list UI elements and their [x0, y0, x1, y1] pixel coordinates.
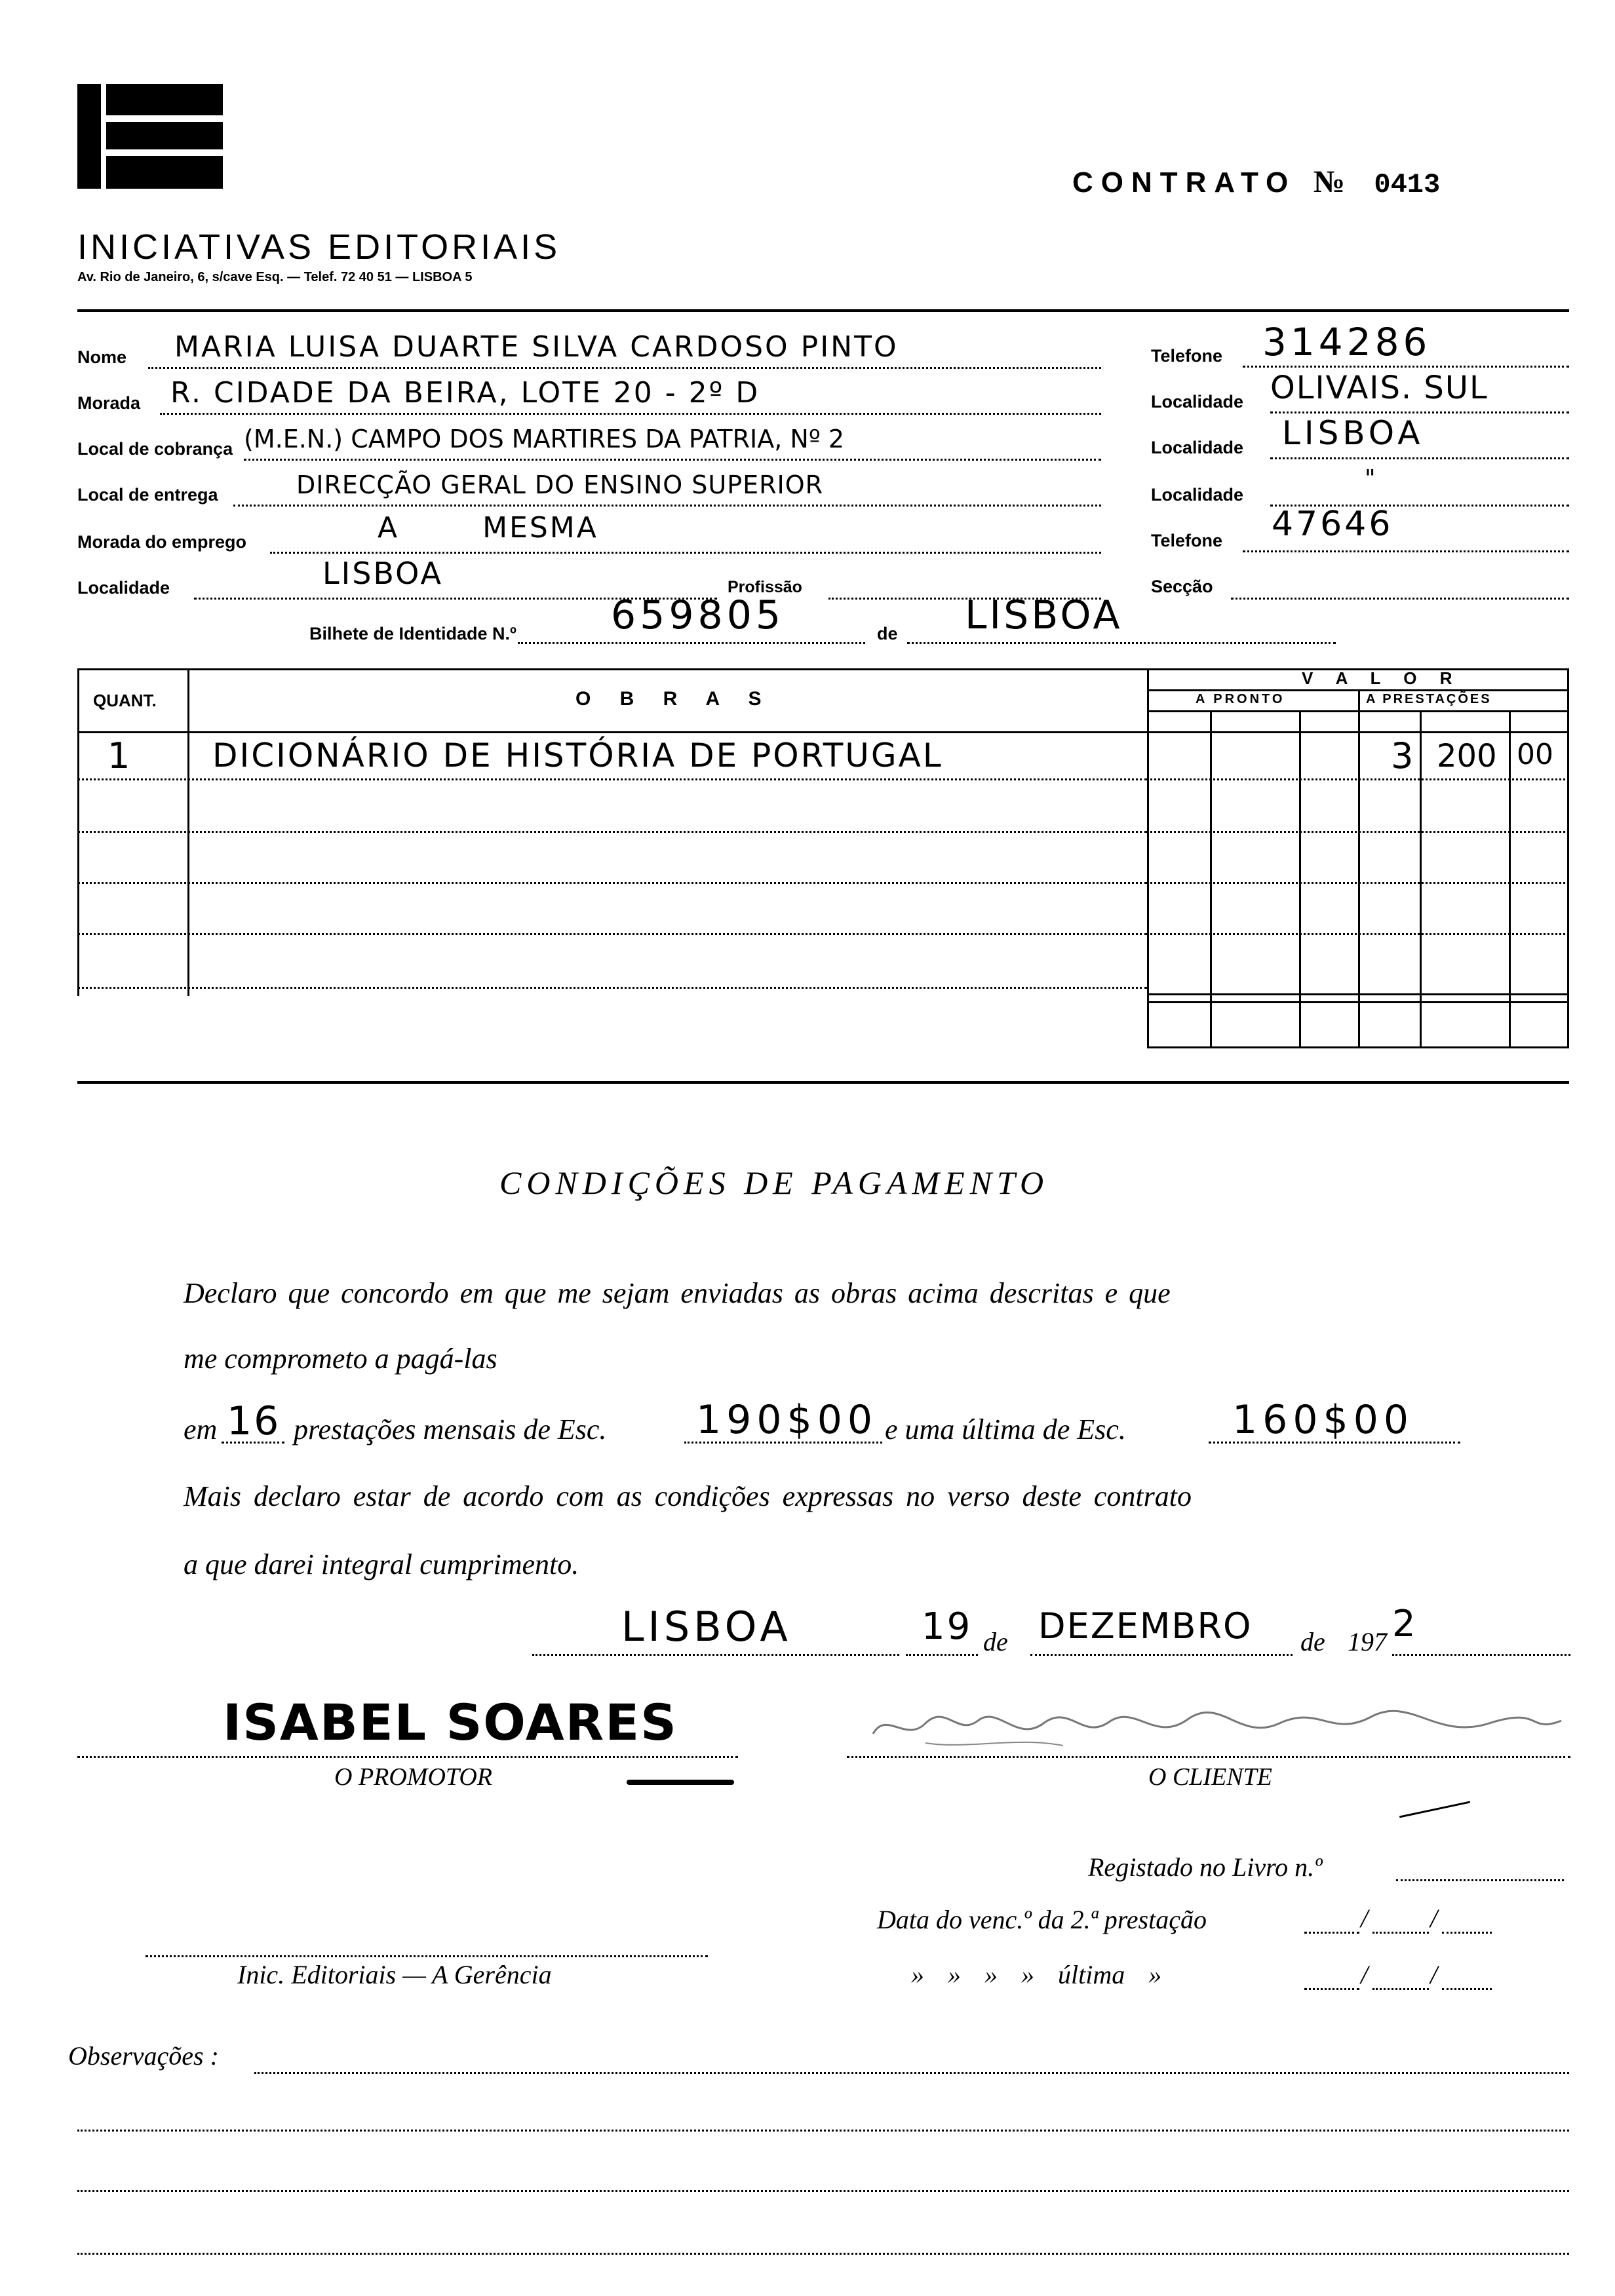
observations-line-4[interactable] [77, 2219, 1569, 2255]
contract-number: 0413 [1374, 169, 1441, 201]
locality1-value: OLIVAIS. SUL [1270, 370, 1489, 406]
delivery-label: Local de entrega [77, 485, 218, 505]
address-label: Morada [77, 393, 141, 413]
client-signature [847, 1697, 1570, 1756]
date-year-field[interactable] [1392, 1603, 1570, 1656]
address-field[interactable] [160, 373, 1101, 415]
id-place-value: LISBOA [965, 592, 1123, 638]
due-sep2: / [1430, 1904, 1438, 1933]
name-field[interactable] [148, 328, 1101, 369]
section-rule [77, 1081, 1569, 1084]
company-logo [77, 84, 223, 189]
locality-value: LISBOA [322, 556, 444, 591]
contract-header [1072, 164, 1440, 203]
phone2-value: 47646 [1272, 505, 1393, 544]
date-day-field[interactable] [906, 1607, 978, 1656]
conditions-line1: Declaro que concordo em que me sejam enviadas as obras acima descritas e que [184, 1277, 1171, 1309]
locality3-field[interactable] [1270, 463, 1569, 507]
id-value: 659805 [611, 592, 785, 638]
management-label: Inic. Editoriais — A Gerência [237, 1960, 552, 1989]
address-value: R. CIDADE DA BEIRA, LOTE 20 - 2º D [170, 376, 760, 410]
date-de1: de [983, 1627, 1008, 1656]
observations-line-2[interactable] [77, 2095, 1569, 2132]
due-label: Data do venc.º da 2.ª prestação [877, 1905, 1207, 1934]
col-quant: QUANT. [93, 691, 157, 710]
phone1-field[interactable] [1243, 321, 1569, 368]
locality1-field[interactable] [1270, 370, 1569, 413]
company-address: Av. Rio de Janeiro, 6, s/cave Esq. — Telef. 72 40 51 — LISBOA 5 [77, 270, 473, 284]
last-value: 160$00 [1232, 1397, 1414, 1443]
installments-text: prestações mensais de Esc. [294, 1413, 607, 1445]
delivery-field[interactable] [233, 465, 1101, 507]
table-row[interactable] [77, 734, 1569, 778]
phone2-label: Telefone [1151, 531, 1223, 550]
col-value: V A L O R [1302, 668, 1462, 688]
company-name: INICIATIVAS EDITORIAIS [77, 227, 561, 267]
collection-field[interactable] [244, 419, 1101, 461]
date-place: LISBOA [621, 1603, 792, 1651]
name-label: Nome [77, 347, 127, 367]
promoter-underline [627, 1780, 734, 1785]
works-table [77, 668, 1569, 1048]
id-field[interactable] [518, 592, 865, 644]
phone2-field[interactable] [1243, 506, 1569, 552]
date-month: DEZEMBRO [1038, 1605, 1253, 1647]
promoter-signature-line[interactable] [77, 1693, 738, 1758]
em-label: em [184, 1413, 218, 1445]
last-sep1: / [1361, 1960, 1369, 1989]
installment-value-field[interactable] [684, 1397, 882, 1444]
contract-number-symbol: № [1313, 164, 1345, 199]
id-of-label: de [877, 624, 898, 643]
observations-label: Observações : [68, 2041, 219, 2071]
installments-count-field[interactable] [222, 1400, 284, 1444]
col-works: O B R A S [575, 688, 773, 710]
client-label: O CLIENTE [1148, 1763, 1272, 1791]
observations-line-3[interactable] [77, 2156, 1569, 2192]
last-value-field[interactable] [1209, 1397, 1460, 1444]
conditions-line5: a que darei integral cumprimento. [184, 1548, 579, 1580]
installment-value: 190$00 [696, 1397, 878, 1443]
conditions-line4: Mais declaro estar de acordo com as condições expressas no verso deste contrato [184, 1480, 1192, 1512]
col-a-pronto: A PRONTO [1196, 692, 1285, 706]
installments-line [184, 1397, 1468, 1456]
client-signature-line[interactable] [847, 1704, 1570, 1758]
last-text: e uma última de Esc. [885, 1413, 1126, 1445]
section-label: Secção [1151, 577, 1213, 596]
conditions-line2: me comprometo a pagá-las [184, 1343, 497, 1375]
row-prestacoes-thousand: 200 [1437, 738, 1497, 775]
locality2-label: Localidade [1151, 438, 1244, 457]
col-a-prestacoes: A PRESTAÇÕES [1366, 692, 1492, 706]
date-line [532, 1600, 1570, 1666]
phone1-value: 314286 [1262, 320, 1431, 364]
date-day: 19 [922, 1605, 973, 1648]
locality-label: Localidade [77, 578, 170, 598]
contract-label: CONTRATO [1072, 166, 1296, 199]
delivery-value: DIRECÇÃO GERAL DO ENSINO SUPERIOR [296, 470, 824, 499]
last-date-field[interactable] [1304, 1954, 1564, 1991]
phone1-label: Telefone [1151, 346, 1223, 366]
row-prestacoes-cents: 00 [1517, 738, 1553, 771]
work-address-value: A MESMA [378, 511, 598, 545]
conditions-title: CONDIÇÕES DE PAGAMENTO [499, 1164, 1049, 1201]
observations-line-1[interactable] [254, 2038, 1569, 2074]
date-year-suffix: 2 [1392, 1603, 1418, 1645]
due-date-field[interactable] [1304, 1898, 1564, 1934]
date-year-prefix: 197 [1348, 1627, 1387, 1656]
id-place-field[interactable] [907, 592, 1336, 644]
book-field[interactable] [1396, 1845, 1564, 1881]
last-sep2: / [1430, 1960, 1438, 1989]
row-prestacoes-int: 3 [1391, 735, 1416, 776]
locality2-value: LISBOA [1282, 414, 1424, 452]
due-sep1: / [1361, 1904, 1369, 1933]
locality1-label: Localidade [1151, 392, 1244, 411]
installments-count: 16 [227, 1398, 281, 1444]
work-address-field[interactable] [270, 512, 1101, 554]
collection-label: Local de cobrança [77, 439, 233, 459]
client-signature-stroke [1399, 1801, 1470, 1818]
name-value: MARIA LUISA DUARTE SILVA CARDOSO PINTO [174, 330, 899, 364]
promoter-label: O PROMOTOR [334, 1763, 493, 1791]
promoter-signature: ISABEL SOARES [223, 1693, 678, 1751]
collection-value: (M.E.N.) CAMPO DOS MARTIRES DA PATRIA, Nº 2 [244, 425, 844, 453]
date-de2: de [1300, 1627, 1325, 1656]
row-work: DICIONÁRIO DE HISTÓRIA DE PORTUGAL [212, 737, 943, 775]
locality3-value: " [1365, 465, 1378, 492]
top-rule [77, 309, 1569, 312]
row-quant: 1 [107, 735, 132, 776]
section-field[interactable] [1231, 556, 1569, 600]
date-month-field[interactable] [1030, 1607, 1293, 1656]
id-label: Bilhete de Identidade N.º [309, 624, 516, 643]
work-address-label: Morada do emprego [77, 532, 247, 552]
book-label: Registado no Livro n.º [1088, 1852, 1323, 1882]
locality2-field[interactable] [1270, 415, 1569, 459]
management-signature-line[interactable] [146, 1925, 708, 1957]
profession-label: Profissão [728, 578, 802, 596]
last-label: » » » » última » [911, 1960, 1162, 1989]
date-place-field[interactable] [532, 1603, 899, 1656]
locality3-label: Localidade [1151, 485, 1244, 505]
